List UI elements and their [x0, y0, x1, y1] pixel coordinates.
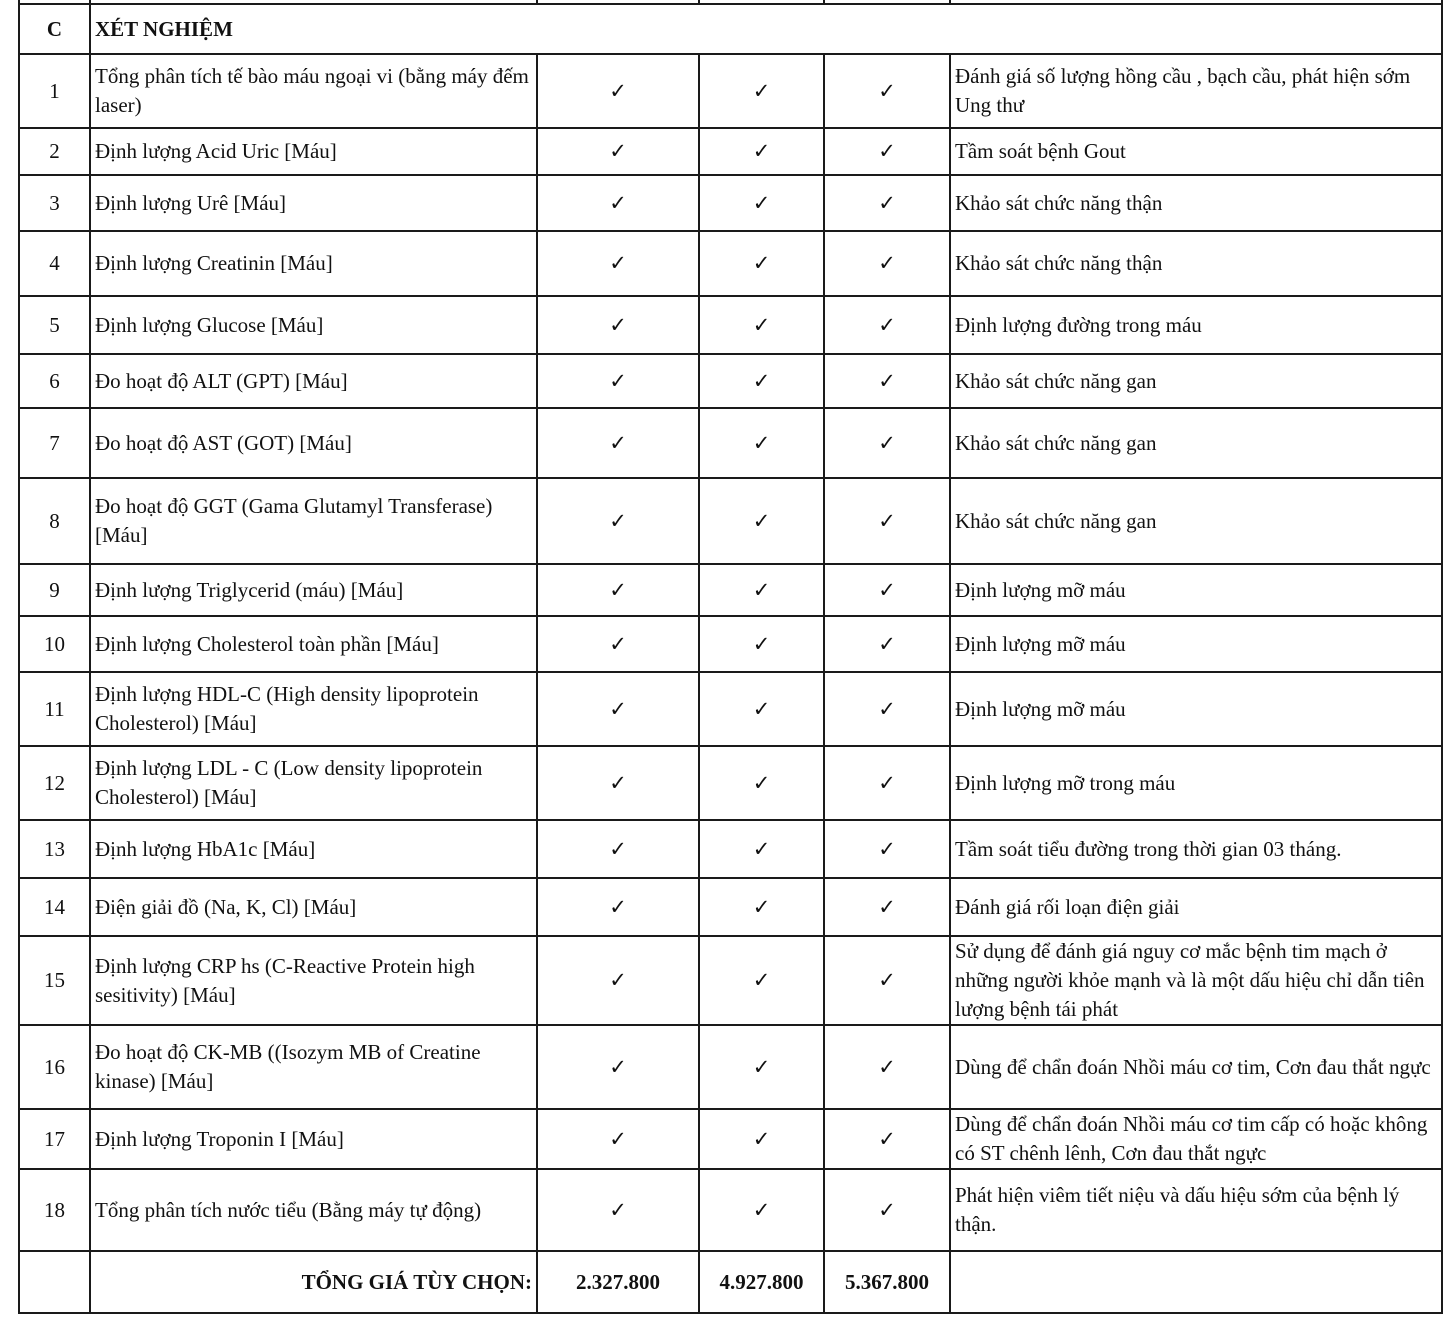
test-description: Tầm soát bệnh Gout [950, 128, 1442, 175]
row-number: 9 [19, 564, 90, 616]
check-mark-icon: ✓ [824, 564, 950, 616]
test-name: Định lượng Urê [Máu] [90, 175, 537, 231]
test-name: Định lượng Cholesterol toàn phần [Máu] [90, 616, 537, 672]
total-label: TỔNG GIÁ TÙY CHỌN: [90, 1251, 537, 1313]
table-row [19, 408, 1442, 478]
check-mark-icon: ✓ [699, 54, 824, 128]
test-name: Đo hoạt độ ALT (GPT) [Máu] [90, 354, 537, 408]
row-number: 3 [19, 175, 90, 231]
check-mark-icon: ✓ [537, 1025, 699, 1109]
table-row [19, 672, 1442, 746]
table-row [19, 564, 1442, 616]
row-number: 15 [19, 936, 90, 1025]
total-empty-cell [950, 1251, 1442, 1313]
test-name: Đo hoạt độ GGT (Gama Glutamyl Transferase) [Máu] [90, 478, 537, 564]
test-description: Khảo sát chức năng thận [950, 231, 1442, 296]
table-row [19, 478, 1442, 564]
exam-table [18, 0, 1443, 1314]
test-description: Sử dụng để đánh giá nguy cơ mắc bệnh tim mạch ở những người khỏe mạnh và là một dấu hiệu chỉ dẫn tiên lượng bệnh tái phát [950, 936, 1442, 1025]
check-mark-icon: ✓ [699, 1109, 824, 1169]
test-name: Đo hoạt độ CK-MB ((Isozym MB of Creatine kinase) [Máu] [90, 1025, 537, 1109]
check-mark-icon: ✓ [824, 408, 950, 478]
row-number: 18 [19, 1169, 90, 1251]
test-name: Đo hoạt độ AST (GOT) [Máu] [90, 408, 537, 478]
table-row [19, 175, 1442, 231]
test-description: Định lượng đường trong máu [950, 296, 1442, 354]
check-mark-icon: ✓ [537, 936, 699, 1025]
check-mark-icon: ✓ [824, 296, 950, 354]
row-number: 1 [19, 54, 90, 128]
test-name: Tổng phân tích tế bào máu ngoại vi (bằng máy đếm laser) [90, 54, 537, 128]
total-price-3: 5.367.800 [824, 1251, 950, 1313]
test-description: Khảo sát chức năng gan [950, 478, 1442, 564]
row-number: 10 [19, 616, 90, 672]
test-description: Định lượng mỡ trong máu [950, 746, 1442, 820]
test-description: Dùng để chẩn đoán Nhồi máu cơ tim cấp có hoặc không có ST chênh lênh, Cơn đau thắt ngực [950, 1109, 1442, 1169]
check-mark-icon: ✓ [824, 1025, 950, 1109]
check-mark-icon: ✓ [537, 54, 699, 128]
test-description: Khảo sát chức năng gan [950, 408, 1442, 478]
total-price-2: 4.927.800 [699, 1251, 824, 1313]
check-mark-icon: ✓ [699, 936, 824, 1025]
test-description: Khảo sát chức năng thận [950, 175, 1442, 231]
total-empty-cell [19, 1251, 90, 1313]
test-description: Định lượng mỡ máu [950, 616, 1442, 672]
check-mark-icon: ✓ [699, 1025, 824, 1109]
test-name: Định lượng CRP hs (C-Reactive Protein high sesitivity) [Máu] [90, 936, 537, 1025]
check-mark-icon: ✓ [699, 746, 824, 820]
row-number: 13 [19, 820, 90, 878]
check-mark-icon: ✓ [824, 820, 950, 878]
check-mark-icon: ✓ [824, 231, 950, 296]
check-mark-icon: ✓ [824, 128, 950, 175]
table-row [19, 1169, 1442, 1251]
test-description: Phát hiện viêm tiết niệu và dấu hiệu sớm của bệnh lý thận. [950, 1169, 1442, 1251]
row-number: 14 [19, 878, 90, 936]
table-row [19, 746, 1442, 820]
check-mark-icon: ✓ [699, 878, 824, 936]
table-row [19, 878, 1442, 936]
check-mark-icon: ✓ [699, 231, 824, 296]
row-number: 6 [19, 354, 90, 408]
check-mark-icon: ✓ [537, 231, 699, 296]
test-description: Định lượng mỡ máu [950, 672, 1442, 746]
check-mark-icon: ✓ [537, 1169, 699, 1251]
row-number: 17 [19, 1109, 90, 1169]
check-mark-icon: ✓ [537, 878, 699, 936]
table-row [19, 231, 1442, 296]
total-row [19, 1251, 1442, 1313]
table-row [19, 128, 1442, 175]
check-mark-icon: ✓ [699, 1169, 824, 1251]
test-description: Đánh giá số lượng hồng cầu , bạch cầu, phát hiện sớm Ung thư [950, 54, 1442, 128]
check-mark-icon: ✓ [824, 936, 950, 1025]
check-mark-icon: ✓ [537, 354, 699, 408]
check-mark-icon: ✓ [699, 128, 824, 175]
check-mark-icon: ✓ [824, 478, 950, 564]
check-mark-icon: ✓ [537, 564, 699, 616]
check-mark-icon: ✓ [824, 878, 950, 936]
test-description: Định lượng mỡ máu [950, 564, 1442, 616]
test-name: Định lượng Troponin I [Máu] [90, 1109, 537, 1169]
check-mark-icon: ✓ [699, 820, 824, 878]
table-row [19, 936, 1442, 1025]
check-mark-icon: ✓ [537, 408, 699, 478]
table-row [19, 54, 1442, 128]
table-row [19, 616, 1442, 672]
section-header-row [19, 4, 1442, 54]
check-mark-icon: ✓ [824, 1109, 950, 1169]
row-number: 8 [19, 478, 90, 564]
check-mark-icon: ✓ [699, 408, 824, 478]
check-mark-icon: ✓ [537, 478, 699, 564]
table-row [19, 354, 1442, 408]
test-name: Định lượng Acid Uric [Máu] [90, 128, 537, 175]
test-description: Đánh giá rối loạn điện giải [950, 878, 1442, 936]
test-name: Định lượng Creatinin [Máu] [90, 231, 537, 296]
check-mark-icon: ✓ [537, 128, 699, 175]
row-number: 12 [19, 746, 90, 820]
row-number: 11 [19, 672, 90, 746]
table-row [19, 1109, 1442, 1169]
row-number: 7 [19, 408, 90, 478]
check-mark-icon: ✓ [699, 616, 824, 672]
section-letter: C [19, 4, 90, 54]
check-mark-icon: ✓ [537, 820, 699, 878]
section-title: XÉT NGHIỆM [90, 4, 1442, 54]
test-name: Định lượng Glucose [Máu] [90, 296, 537, 354]
check-mark-icon: ✓ [537, 746, 699, 820]
check-mark-icon: ✓ [699, 175, 824, 231]
table-row [19, 296, 1442, 354]
check-mark-icon: ✓ [699, 354, 824, 408]
check-mark-icon: ✓ [537, 1109, 699, 1169]
check-mark-icon: ✓ [824, 1169, 950, 1251]
table-row [19, 1025, 1442, 1109]
row-number: 4 [19, 231, 90, 296]
check-mark-icon: ✓ [699, 478, 824, 564]
test-name: Định lượng Triglycerid (máu) [Máu] [90, 564, 537, 616]
test-description: Dùng để chẩn đoán Nhồi máu cơ tim, Cơn đau thắt ngực [950, 1025, 1442, 1109]
check-mark-icon: ✓ [537, 672, 699, 746]
test-name: Điện giải đồ (Na, K, Cl) [Máu] [90, 878, 537, 936]
test-name: Định lượng HDL-C (High density lipoprotein Cholesterol) [Máu] [90, 672, 537, 746]
check-mark-icon: ✓ [699, 672, 824, 746]
check-mark-icon: ✓ [824, 175, 950, 231]
row-number: 16 [19, 1025, 90, 1109]
check-mark-icon: ✓ [824, 616, 950, 672]
test-name: Định lượng LDL - C (Low density lipoprotein Cholesterol) [Máu] [90, 746, 537, 820]
test-description: Khảo sát chức năng gan [950, 354, 1442, 408]
total-price-1: 2.327.800 [537, 1251, 699, 1313]
row-number: 2 [19, 128, 90, 175]
check-mark-icon: ✓ [699, 564, 824, 616]
check-mark-icon: ✓ [824, 54, 950, 128]
check-mark-icon: ✓ [824, 746, 950, 820]
test-name: Định lượng HbA1c [Máu] [90, 820, 537, 878]
check-mark-icon: ✓ [537, 616, 699, 672]
check-mark-icon: ✓ [699, 296, 824, 354]
table-row [19, 820, 1442, 878]
check-mark-icon: ✓ [537, 296, 699, 354]
check-mark-icon: ✓ [537, 175, 699, 231]
check-mark-icon: ✓ [824, 672, 950, 746]
test-description: Tầm soát tiểu đường trong thời gian 03 tháng. [950, 820, 1442, 878]
test-name: Tổng phân tích nước tiểu (Bằng máy tự động) [90, 1169, 537, 1251]
check-mark-icon: ✓ [824, 354, 950, 408]
row-number: 5 [19, 296, 90, 354]
